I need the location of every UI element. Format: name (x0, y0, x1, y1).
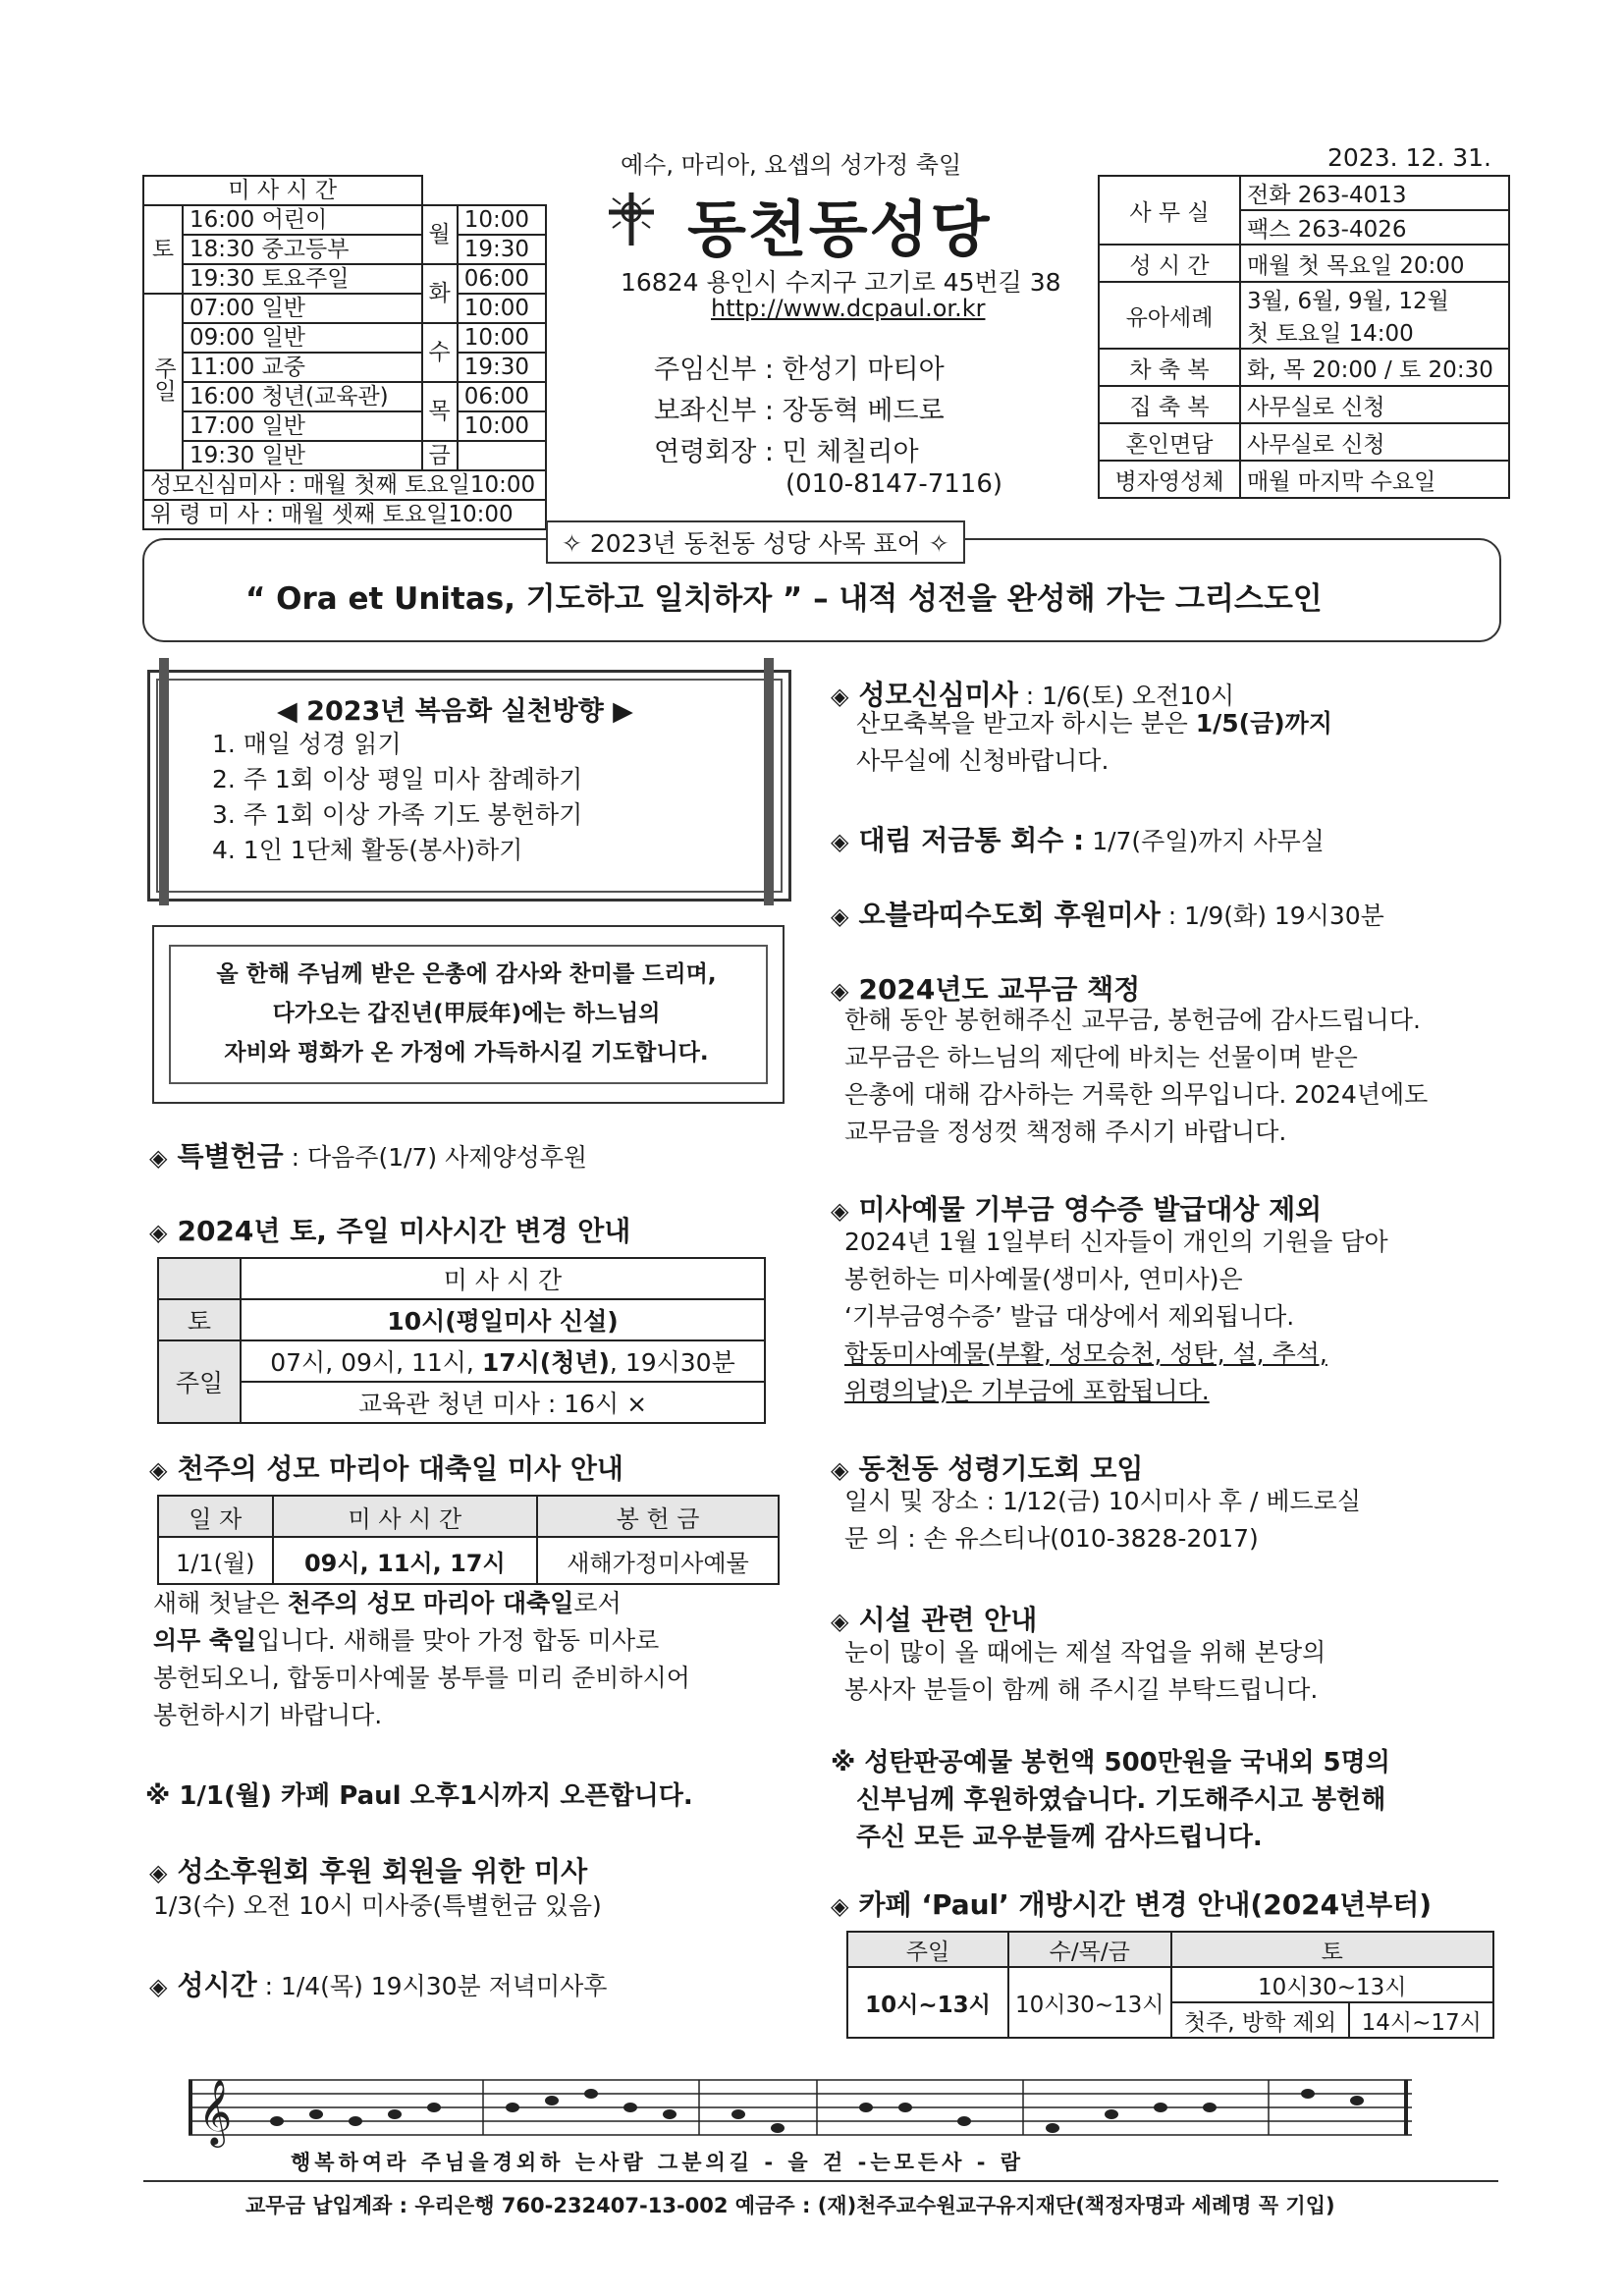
mass-item: 09:00 일반 (183, 323, 422, 353)
greeting-line: 자비와 평화가 온 가정에 가득하시길 기도합니다. (224, 1040, 709, 1066)
supporters-body: 1/3(수) 오전 10시 미사중(특별헌금 있음) (153, 1891, 602, 1920)
diamond-icon: ◈ (149, 1456, 168, 1484)
receipt-line: ‘기부금영수증’ 발급 대상에서 제외됩니다. (844, 1302, 1295, 1331)
cafe-heading (831, 1884, 1432, 1923)
feast-text: 새해 첫날은 (153, 1589, 288, 1617)
feast-title: 예수, 마리아, 요셉의 성가정 축일 (621, 151, 962, 179)
mass-time: 10:00 (458, 205, 546, 235)
list-item: 2. 주 1회 이상 평일 미사 참례하기 (212, 765, 583, 793)
change-sun-youth: 교육관 청년 미사 : 16시 × (241, 1382, 765, 1423)
info-label: 집 축 복 (1099, 386, 1240, 423)
info-value: 첫 토요일 14:00 (1240, 315, 1509, 349)
fri-label: 금 (422, 441, 458, 470)
footer-account: 교무금 납입계좌 : 우리은행 760-232407-13-002 예금주 : (재)천주교수원교구유지재단(책정자명과 세례명 꼭 기입) (245, 2194, 1335, 2217)
mass-item: 11:00 교중 (183, 353, 422, 382)
advent-title: 대림 저금통 회수 : (858, 824, 1085, 856)
spirit-line: 일시 및 장소 : 1/12(금) 10시미사 후 / 베드로실 (844, 1487, 1361, 1515)
mass-item: 07:00 일반 (183, 294, 422, 323)
mass-change-heading (149, 1210, 630, 1249)
advent-body: 1/7(주일)까지 사무실 (1084, 827, 1325, 855)
receipt-line: 봉헌하는 미사예물(생미사, 연미사)은 (844, 1265, 1243, 1293)
receipt-line: 2024년 1월 1일부터 신자들이 개인의 기원을 담아 (844, 1228, 1388, 1256)
list-item: 1. 매일 성경 읽기 (212, 730, 402, 758)
mass-time: 19:30 (458, 235, 546, 264)
evangelization-title: ◀ 2023년 복음화 실천방향 ▶ (277, 696, 633, 727)
feast-cell: 09시, 11시, 17시 (273, 1537, 538, 1584)
diamond-icon: ◈ (149, 1973, 168, 2000)
tithe-title: 2024년도 교무금 책정 (858, 973, 1141, 1006)
change-sat-label: 토 (158, 1299, 241, 1340)
chairman: 연령회장 : 민 체칠리아 (654, 437, 919, 467)
facility-title: 시설 관련 안내 (858, 1604, 1038, 1636)
diamond-icon: ◈ (831, 683, 849, 710)
cafe-header: 토 (1171, 1932, 1493, 1967)
cafe-note: ※ 1/1(월) 카페 Paul 오후1시까지 오픈합니다. (145, 1781, 693, 1811)
receipt-line: 위령의날)은 기부금에 포함됩니다. (844, 1377, 1210, 1405)
facility-body (844, 1634, 1326, 1709)
mass-item: 19:30 토요주일 (183, 264, 422, 294)
spirit-title: 동천동 성령기도회 모임 (858, 1452, 1144, 1485)
donation-note (831, 1744, 1390, 1856)
donation-line: 신부님께 후원하였습니다. 기도해주시고 봉헌해 (856, 1785, 1386, 1815)
change-sun-pre: 07시, 09시, 11시, (270, 1348, 482, 1377)
feast-header: 봉 헌 금 (537, 1496, 779, 1537)
church-logo (601, 189, 662, 249)
mass-time: 06:00 (458, 264, 546, 294)
feast-header: 미 사 시 간 (273, 1496, 538, 1537)
marian-line (856, 705, 1332, 742)
footer-divider (143, 2180, 1498, 2182)
marian-body: : 1/6(토) 오전10시 (1017, 682, 1235, 710)
info-value: 화, 목 20:00 / 토 20:30 (1240, 349, 1509, 386)
receipt-title: 미사예물 기부금 영수증 발급대상 제외 (858, 1193, 1323, 1226)
facility-line: 눈이 많이 올 때에는 제설 작업을 위해 본당의 (844, 1638, 1326, 1667)
info-value: 사무실로 신청 (1240, 423, 1509, 461)
mass-times-table (142, 175, 547, 530)
list-item: 3. 주 1회 이상 가족 기도 봉헌하기 (212, 800, 583, 829)
feast-body-line (153, 1622, 690, 1660)
feast-cell: 새해가정미사예물 (537, 1537, 779, 1584)
memorial-mass-row: 위 령 미 사 : 매월 셋째 토요일10:00 (143, 500, 546, 529)
office-info-table (1098, 175, 1510, 499)
cafe-header: 수/목/금 (1008, 1932, 1171, 1967)
marian-title: 성모신심미사 (858, 679, 1018, 711)
info-label: 성 시 간 (1099, 245, 1240, 282)
diamond-icon: ◈ (831, 1892, 849, 1920)
mass-time: 10:00 (458, 294, 546, 323)
church-address: 16824 용인시 수지구 고기로 45번길 38 (621, 268, 1061, 297)
assistant-pastor: 보좌신부 : 장동혁 베드로 (654, 396, 945, 426)
cafe-header: 주일 (847, 1932, 1008, 1967)
info-label: 유아세례 (1099, 282, 1240, 349)
cross-icon (601, 189, 662, 249)
mass-time: 06:00 (458, 382, 546, 411)
info-value: 매월 첫 목요일 20:00 (1240, 245, 1509, 282)
special-offering-title: 특별헌금 (177, 1140, 284, 1173)
facility-heading (831, 1599, 1037, 1638)
spirit-heading (831, 1448, 1143, 1487)
music-notes-icon (189, 2070, 1412, 2149)
mass-item: 16:00 어린이 (183, 205, 422, 235)
diamond-icon: ◈ (149, 1219, 168, 1246)
tithe-line: 교무금을 정성껏 책정해 주시기 바랍니다. (844, 1118, 1287, 1146)
pastor: 주임신부 : 한성기 마티아 (654, 355, 945, 385)
info-value: 사무실로 신청 (1240, 386, 1509, 423)
mass-change-title: 2024년 토, 주일 미사시간 변경 안내 (177, 1215, 631, 1247)
change-header: 미 사 시 간 (241, 1258, 765, 1299)
change-sat-value: 10시(평일미사 신설) (241, 1299, 765, 1340)
info-label: 혼인면담 (1099, 423, 1240, 461)
feast-body-line: 봉헌되오니, 합동미사예물 봉투를 미리 준비하시어 (153, 1664, 690, 1692)
mass-time: 19:30 (458, 353, 546, 382)
mass-time: 10:00 (458, 411, 546, 441)
svg-text:𝄞: 𝄞 (198, 2078, 233, 2145)
marian-text (856, 705, 1332, 780)
feast-text-bold: 의무 축일 (153, 1626, 257, 1655)
thu-label: 목 (422, 382, 458, 441)
cafe-sat-hours: 14시~17시 (1349, 2002, 1493, 2038)
diamond-icon: ◈ (149, 1859, 168, 1886)
feast-body-line: 봉헌하시기 바랍니다. (153, 1701, 383, 1729)
mass-item: 18:30 중고등부 (183, 235, 422, 264)
feast-header: 일 자 (158, 1496, 273, 1537)
tithe-line: 은총에 대해 감사하는 거룩한 의무입니다. 2024년에도 (844, 1080, 1429, 1109)
oblate-title: 오블라띠수도회 후원미사 (858, 899, 1161, 931)
special-offering-body: : 다음주(1/7) 사제양성후원 (283, 1143, 588, 1172)
oblate-heading (831, 894, 1384, 933)
holy-hour-body: : 1/4(목) 19시30분 저녁미사후 (256, 1972, 608, 2000)
mass-times-title: 미 사 시 간 (143, 176, 422, 205)
holy-hour-title: 성시간 (177, 1969, 257, 2001)
feast-body-line (153, 1585, 690, 1622)
feast-table (157, 1495, 780, 1585)
greeting-line: 올 한해 주님께 받은 은총에 감사와 찬미를 드리며, (216, 961, 717, 987)
info-value: 매월 마지막 수요일 (1240, 461, 1509, 498)
motto-label: ✧ 2023년 동천동 성당 사목 표어 ✧ (546, 520, 965, 564)
facility-line: 봉사자 분들이 함께 해 주시길 부탁드립니다. (844, 1675, 1319, 1704)
receipt-body (844, 1224, 1388, 1410)
mass-change-table (157, 1257, 766, 1424)
scroll-rod-left (159, 658, 169, 905)
scroll-rod-right (764, 658, 774, 905)
feast-heading (149, 1448, 623, 1487)
advent-heading (831, 819, 1325, 858)
church-name: 동천동성당 (687, 193, 992, 265)
info-label: 차 축 복 (1099, 349, 1240, 386)
info-value: 팩스 263-4026 (1240, 210, 1509, 245)
list-item: 4. 1인 1단체 활동(봉사)하기 (212, 836, 523, 864)
holy-hour-heading (149, 1964, 607, 2003)
bulletin-date: 2023. 12. 31. (1327, 143, 1491, 172)
sun-label-text: 주일 (150, 356, 176, 402)
greeting-line: 다가오는 갑진년(甲辰年)에는 하느님의 (272, 1001, 661, 1026)
tithe-line: 교무금은 하느님의 제단에 바치는 선물이며 받은 (844, 1043, 1358, 1071)
cafe-hours-table (846, 1931, 1494, 2039)
donation-line: ※ 성탄판공예물 봉헌액 500만원을 국내외 5명의 (831, 1748, 1390, 1777)
greeting-text (169, 955, 764, 1072)
spirit-body (844, 1483, 1361, 1558)
receipt-heading (831, 1188, 1322, 1228)
marian-line: 사무실에 신청바랍니다. (856, 746, 1110, 775)
mass-item: 16:00 청년(교육관) (183, 382, 422, 411)
oblate-body: : 1/9(화) 19시30분 (1160, 902, 1384, 930)
cafe-wed: 10시30~13시 (1008, 1967, 1171, 2038)
info-value: 3월, 6월, 9월, 12월 (1240, 282, 1509, 315)
tithe-line: 한해 동안 봉헌해주신 교무금, 봉헌금에 감사드립니다. (844, 1006, 1421, 1034)
info-label: 병자영성체 (1099, 461, 1240, 498)
marian-text-bold: 1/5(금)까지 (1195, 709, 1332, 738)
sat-label: 토 (143, 205, 183, 294)
diamond-icon: ◈ (831, 977, 849, 1005)
mass-item: 19:30 일반 (183, 441, 422, 470)
feast-text: 입니다. 새해를 맞아 가정 합동 미사로 (256, 1626, 660, 1655)
tithe-body (844, 1002, 1428, 1151)
wed-label: 수 (422, 323, 458, 382)
chairman-phone: (010-8147-7116) (785, 469, 1003, 499)
diamond-icon: ◈ (831, 902, 849, 930)
mass-item: 17:00 일반 (183, 411, 422, 441)
cafe-sat-note: 첫주, 방학 제외 (1171, 2002, 1350, 2038)
info-value: 전화 263-4013 (1240, 176, 1509, 210)
sun-label (143, 294, 183, 470)
spirit-line: 문 의 : 손 유스티나(010-3828-2017) (844, 1524, 1259, 1553)
diamond-icon: ◈ (149, 1144, 168, 1172)
diamond-icon: ◈ (831, 1456, 849, 1484)
tue-label: 화 (422, 264, 458, 323)
music-staff (189, 2070, 1412, 2149)
marian-mass-row: 성모신심미사 : 매월 첫째 토요일10:00 (143, 470, 546, 500)
diamond-icon: ◈ (831, 1608, 849, 1635)
change-sun-value (241, 1340, 765, 1382)
supporters-heading (149, 1850, 587, 1889)
diamond-icon: ◈ (831, 1197, 849, 1225)
feast-text: 로서 (573, 1589, 622, 1617)
diamond-icon: ◈ (831, 828, 849, 855)
cafe-sat: 10시30~13시 (1171, 1967, 1493, 2002)
music-lyrics: 행복하여라 주님을경외하 는사람 그분의길 - 을 걷 -는모든사 - 람 (291, 2151, 1025, 2174)
marian-text-part: 산모축복을 받고자 하시는 분은 (856, 709, 1196, 738)
evangelization-list (212, 727, 582, 868)
motto-text: “ Ora et Unitas, 기도하고 일치하자 ” – 내적 성전을 완성해 가는 그리스도인 (245, 581, 1323, 617)
feast-cell: 1/1(월) (158, 1537, 273, 1584)
change-sun-label: 주일 (158, 1340, 241, 1423)
change-sun-bold: 17시(청년) (481, 1348, 610, 1377)
info-label: 사 무 실 (1099, 176, 1240, 245)
mass-time: 10:00 (458, 323, 546, 353)
change-sun-post: , 19시30분 (609, 1348, 735, 1377)
mon-label: 월 (422, 205, 458, 264)
donation-line: 주신 모든 교우분들께 감사드립니다. (856, 1823, 1263, 1852)
receipt-line: 합동미사예물(부활, 성모승천, 성탄, 설, 추석, (844, 1339, 1327, 1368)
supporters-title: 성소후원회 후원 회원을 위한 미사 (177, 1855, 588, 1887)
church-url: http://www.dcpaul.or.kr (711, 295, 986, 322)
cafe-sun: 10시~13시 (847, 1967, 1008, 2038)
special-offering (149, 1135, 587, 1175)
cafe-title: 카페 ‘Paul’ 개방시간 변경 안내(2024년부터) (858, 1888, 1433, 1921)
feast-text-bold: 천주의 성모 마리아 대축일 (287, 1589, 574, 1617)
feast-section-title: 천주의 성모 마리아 대축일 미사 안내 (177, 1452, 623, 1485)
feast-body (153, 1585, 690, 1734)
